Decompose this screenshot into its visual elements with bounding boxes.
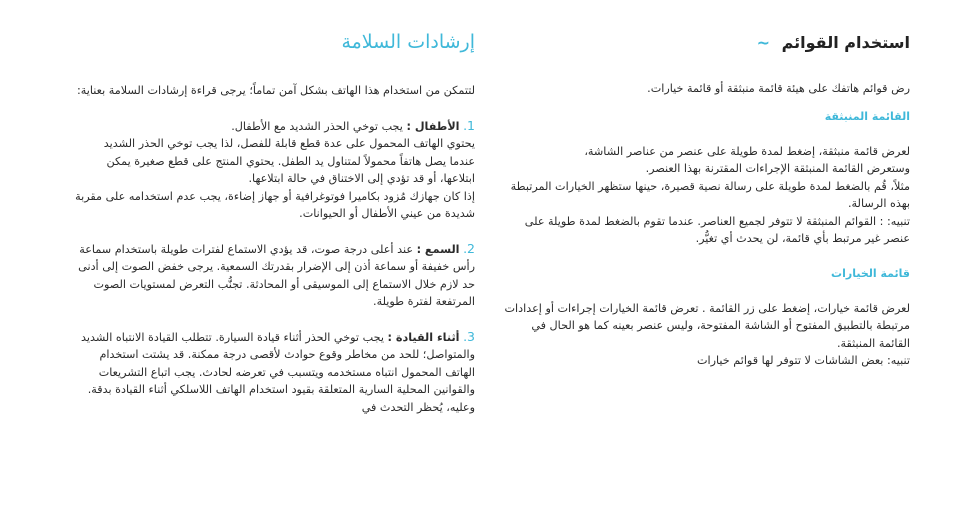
popup-menu-heading: القائمة المنبثقة [824, 109, 910, 123]
item-first-line [75, 328, 475, 417]
item-text: يجب توخي الحذر الشديد مع الأطفال. [231, 119, 403, 133]
safety-section [75, 28, 475, 433]
item-title: السمع : [416, 242, 460, 256]
item-title: الأطفال : [406, 119, 460, 133]
menus-intro: رض قوائم هاتفك على هيئة قائمة منبثقة أو قائمة خيارات. [647, 82, 910, 95]
item-text: عند أعلى درجة صوت، قد يؤدي الاستماع لفترات طويلة باستخدام سماعة رأس خفيفة أو سماعة أذن إلى الإضرار بقدرتك السمعية. يرجى خفض الصوت إلى أدنى حد لازم خلال الاستماع إلى الموسيقى أو المحادثة. تجنُّب التعرض لمستويات الصوت المرتفعة لفترة طويلة. [78, 242, 475, 308]
popup-note: تنبيه: : القوائم المنبثقة لا تتوفر لجميع العناصر. عندما تقوم بالضغط لمدة طويلة على عنصر غير مرتبط بأي قائمة، لن يحدث أي تغيُّر. [524, 214, 910, 245]
item-number: 2. [463, 240, 475, 256]
item-first-line [75, 240, 475, 311]
item-number: 3. [463, 328, 475, 344]
item-text: إذا كان جهازك مُزود بكاميرا فوتوغرافية أو جهاز إضاءة، يجب عدم استخدامه على مقربة شديدة من عيني الأطفال أو الحيوانات. [75, 189, 475, 220]
popup-text: لعرض قائمة منبثقة، إضغط لمدة طويلة على عنصر من عناصر الشاشة، [584, 144, 910, 158]
item-title: أثناء القيادة : [387, 330, 460, 344]
safety-intro: لتتمكن من استخدام هذا الهاتف بشكل آمن تماماً؛ يرجى قراءة إرشادات السلامة بعناية: [77, 84, 475, 97]
options-menu-block [498, 300, 910, 370]
safety-item-hearing [75, 240, 475, 311]
options-menu-heading: قائمة الخيارات [831, 266, 910, 280]
popup-text: وستعرض القائمة المنبثقة الإجراءات المقترنة بهذا العنصر. [645, 162, 910, 175]
safety-item-children [75, 117, 475, 223]
item-text: يحتوي الهاتف المحمول على عدة قطع قابلة للفصل، لذا يجب توخي الحذر الشديد عندما يصل هاتفاً محمولاً لمتناول يد الطفل. يحتوي المنتج على قطع صغيرة يمكن ابتلاعها، أو قد تؤدي إلى الاختناق في حالة ابتلاعها. [103, 137, 475, 185]
popup-menu-block [498, 143, 910, 248]
options-text: لعرض قائمة خيارات، إضغط على زر القائمة . تعرض قائمة الخيارات إجراءات أو إعدادات مرتبطة بالتطبيق المفتوح أو الشاشة المفتوحة، وليس عنصر بعينه كما هو الحال في القائمة المنبثقة. [504, 301, 910, 350]
safety-title: إرشادات السلامة [341, 31, 475, 53]
item-first-line [75, 117, 475, 136]
options-note: تنبيه: بعض الشاشات لا تتوفر لها قوائم خيارات [696, 354, 910, 367]
menus-section [498, 28, 910, 389]
tilde-icon: ~ [756, 33, 771, 52]
menus-title: استخدام القوائم [781, 33, 910, 52]
menus-title-row [498, 32, 910, 54]
safety-item-driving [75, 328, 475, 417]
item-number: 1. [463, 117, 475, 133]
item-text: يجب توخي الحذر أثناء قيادة السيارة. تتطلب القيادة الانتباه الشديد والمتواصل؛ للحد من مخاطر وقوع حوادث لأقصى درجة ممكنة. قد يشتت استخدام الهاتف المحمول انتباه مستخدمه ويتسبب في تعرضه لحادث. يجب اتباع التشريعات والقوانين المحلية السارية المتعلقة بقيود استخدام الهاتف اللاسلكي أثناء القيادة بدقة. وعليه، يُحظر التحدث في [80, 330, 475, 414]
popup-text: مثلاً، قُم بالضغط لمدة طويلة على رسالة نصية قصيرة، حينها ستظهر الخيارات المرتبطة بهذه الرسالة. [510, 179, 910, 210]
